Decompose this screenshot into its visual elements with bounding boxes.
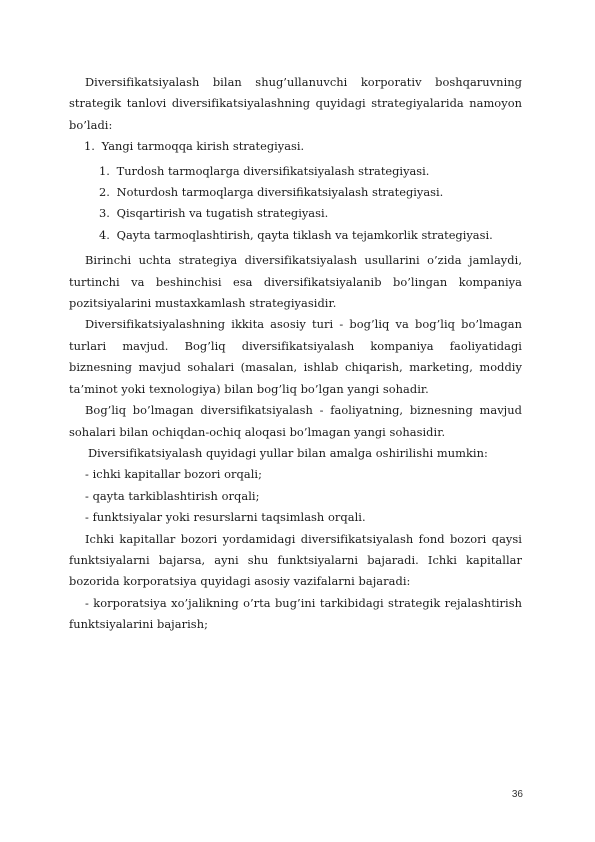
list-text: Qisqartirish va tugatish strategiyasi. bbox=[116, 206, 329, 221]
paragraph-types: Diversifikatsiyalashning ikkita asosiy turi - bog’liq va bog’liq bo’lmagan turlari mavjud. Bog’liq diversifikatsiyalash kompaniya faoliyatidagi biznesning mavjud sohalari (masalan, ishlab chiqarish, marketing, moddiy ta’minot yoki texnologiya) bilan bog’liq bo’lgan yangi sohadir. bbox=[69, 317, 522, 396]
list-item-main bbox=[69, 136, 522, 157]
document-page bbox=[69, 72, 522, 636]
paragraph-intro: Diversifikatsiyalash bilan shug’ullanuvchi korporativ boshqaruvning strategik tanlovi diversifikatsiyalashning quyidagi strategiyalarida namoyon bo’ladi: bbox=[69, 75, 522, 132]
sub-list-item bbox=[69, 225, 522, 246]
list-text: Noturdosh tarmoqlarga diversifikatsiyalash strategiyasi. bbox=[116, 185, 444, 200]
dash-item: - qayta tarkiblashtirish orqali; bbox=[85, 488, 260, 503]
paragraph-unrelated: Bog’liq bo’lmagan diversifikatsiyalash - faoliyatning, biznesning mavjud sohalari bilan ochiqdan-ochiq aloqasi bo’lmagan yangi sohasidir. bbox=[69, 403, 522, 439]
page-number: 36 bbox=[511, 789, 523, 800]
paragraph-planning: - korporatsiya xo’jalikning o’rta bug’ini tarkibidagi strategik rejalashtirish funktsiyalarini bajarish; bbox=[69, 595, 522, 632]
list-text: Turdosh tarmoqlarga diversifikatsiyalash strategiyasi. bbox=[116, 163, 430, 178]
sub-list-item bbox=[69, 182, 522, 203]
paragraph-capital-market: Ichki kapitallar bozori yordamidagi diversifikatsiyalash fond bozori qaysi funktsiyalarni bajarsa, ayni shu funktsiyalarni bajaradi. Ichki kapitallar bozorida korporatsiya quyidagi asosiy vazifalarni bajaradi: bbox=[69, 531, 522, 589]
dash-item: - funktsiyalar yoki resurslarni taqsimlash orqali. bbox=[85, 510, 366, 525]
list-text: Yangi tarmoqqa kirish strategiyasi. bbox=[101, 139, 305, 154]
paragraph-strategies: Birinchi uchta strategiya diversifikatsiyalash usullarini o’zida jamlaydi, turtinchi va beshinchisi esa diversifikatsiyalanib bo’lingan kompaniya pozitsiyalarini mustaxkamlash strategiyasidir. bbox=[69, 253, 522, 311]
list-number: 3. bbox=[99, 206, 110, 221]
list-number: 1. bbox=[84, 139, 95, 154]
paragraph-ways: Diversifikatsiyalash quyidagi yullar bilan amalga oshirilishi mumkin: bbox=[88, 445, 488, 460]
sub-list-item bbox=[69, 161, 522, 182]
dash-item: - ichki kapitallar bozori orqali; bbox=[85, 467, 263, 482]
list-number: 1. bbox=[99, 163, 110, 178]
sub-list bbox=[69, 161, 522, 247]
sub-list-item bbox=[69, 203, 522, 224]
list-number: 4. bbox=[99, 227, 110, 242]
list-number: 2. bbox=[99, 185, 110, 200]
list-text: Qayta tarmoqlashtirish, qayta tiklash va tejamkorlik strategiyasi. bbox=[116, 227, 493, 242]
